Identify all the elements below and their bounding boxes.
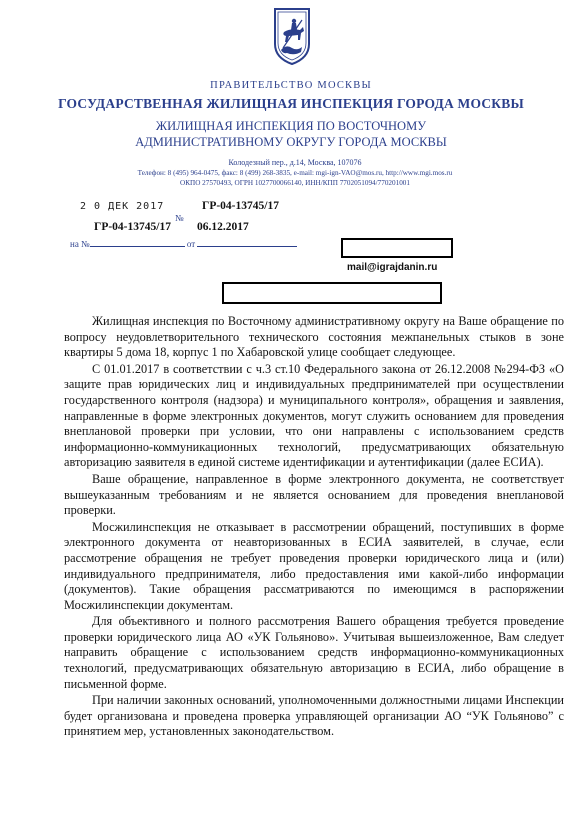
reference-number-blank [90, 246, 185, 247]
address-line: Колодезный пер., д.14, Москва, 107076 [228, 158, 362, 167]
received-date-stamp: 2 0 ДЕК 2017 [80, 201, 165, 212]
inspection-title: ГОСУДАРСТВЕННАЯ ЖИЛИЩНАЯ ИНСПЕКЦИЯ ГОРОДА МОСКВЫ [58, 96, 524, 111]
letter-body [64, 314, 564, 741]
government-title: ПРАВИТЕЛЬСТВО МОСКВЫ [210, 80, 372, 91]
codes-line: ОКПО 27570493, ОГРН 1027700066140, ИНН/КПП 7702051094/770201001 [180, 179, 410, 187]
paragraph-2: С 01.01.2017 в соответствии с ч.3 ст.10 Федерального закона от 26.12.2008 №294-ФЗ «О защите прав юридических лиц и индивидуальных предпринимателей при осуществлении государственного контроля (надзора) и муниципального контроля», обращения и заявления, направленные в форме электронных документов, могут служить основанием для проведения внеплановой проверки при условии, что они направлены с использованием средств информационно-коммуникационных технологий, предусматривающих обязательную авторизацию заявителя в единой системе идентификации и аутентификации (далее ЕСИА). [64, 361, 564, 470]
branch-title-line1: ЖИЛИЩНАЯ ИНСПЕКЦИЯ ПО ВОСТОЧНОМУ [155, 119, 427, 133]
paragraph-3: Ваше обращение, направленное в форме электронного документа, не соответствует вышеуказанным требованиям и не является основанием для проведения внеплановой проверки. [64, 471, 564, 518]
outgoing-date: 06.12.2017 [197, 221, 249, 233]
redacted-recipient-address [222, 282, 442, 304]
branch-title-line2: АДМИНИСТРАТИВНОМУ ОКРУГУ ГОРОДА МОСКВЫ [135, 135, 447, 149]
moscow-coat-of-arms-emblem [272, 6, 312, 66]
registration-number-stamp: ГР-04-13745/17 [202, 200, 279, 212]
redacted-recipient-name [341, 238, 453, 258]
outgoing-number: ГР-04-13745/17 [94, 221, 171, 233]
paragraph-1: Жилищная инспекция по Восточному административному округу на Ваше обращение по вопросу неудовлетворительного технического состояния межпанельных стыков в зоне квартиры 5 дома 18, корпус 1 по Хабаровской улице сообщает следующее. [64, 314, 564, 360]
reference-from: от [186, 239, 196, 249]
branch-title [0, 118, 582, 150]
recipient-email: mail@igrajdanin.ru [347, 262, 438, 273]
contacts-block [60, 158, 530, 188]
paragraph-6: При наличии законных оснований, уполномоченными должностными лицами Инспекции будет организована и проведена проверка управляющей организации АО “УК Гольяново” с принятием мер, установленных законодательством. [64, 693, 564, 739]
paragraph-4: Мосжилинспекция не отказывает в рассмотрении обращений, поступивших в форме электронного документа от неавторизованных в ЕСИА заявителей, в случае, если рассмотрение обращения не требует проведения проверки юридического лица и (или) индивидуального предпринимателя, либо предоставления ими какой-либо информации (документов). Такие обращения рассматриваются по имеющимся в распоряжении Мосжилинспекции документам. [64, 519, 564, 612]
reference-date-blank [197, 246, 297, 247]
phones-line: Телефон: 8 (495) 964-0475, факс: 8 (499) 268-3835, e-mail: mgi-ign-VAO@mos.ru, http://www.mgi.mos.ru [137, 169, 453, 177]
reference-line [70, 239, 297, 249]
reference-prefix: на № [70, 239, 90, 249]
number-symbol: № [175, 213, 184, 223]
paragraph-5: Для объективного и полного рассмотрения Вашего обращения требуется проведение проверки юридического лица АО «УК Гольяново». Учитывая вышеизложенное, Вам следует направить обращение с использованием средств информационно-коммуникационных технологий, предусматривающих обязательную авторизацию в ЕСИА, либо обращение в письменной форме. [64, 614, 564, 691]
